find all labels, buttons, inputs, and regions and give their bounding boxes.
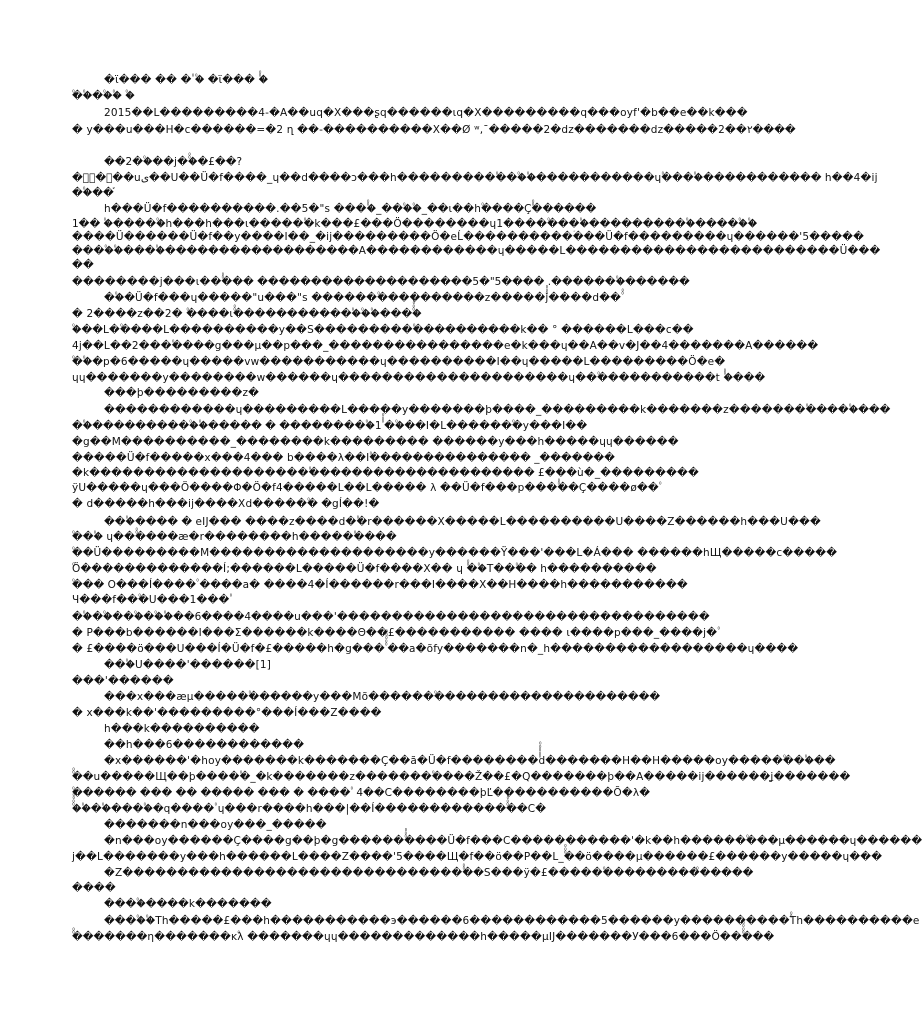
text-line: ��۠��֡: [72, 187, 114, 199]
text-line: ۠۠��u�����Щ��þ����۠�_�k�������z�������۠����Ž��£�Q�������þ��A�����ij������ʝ�������: [72, 771, 851, 783]
text-line: � P���b������I���Σ������k����Θ��£����������� ���� ɩ����p���_����j�۠: [72, 627, 718, 639]
text-line: �����Ü�f�����x���4��� b����λ��I۠��������������� _�������: [72, 452, 615, 464]
text-line: �Z�������������������������������۠۠��S���ÿ�£�����۠��������������: [104, 867, 754, 879]
text-line: �ϊ��� �� �۠ �۠ �ϊ��� ۠�۠: [104, 74, 269, 86]
text-line: ۠۠�������η�������ĸ۠λ �������ɥɥ�������������h�����µIJ�������У���6���Ö��۠۠۠۠���: [72, 931, 775, 943]
text-line: ɥɥ�������y��������w������ɥ���������������������ɥ��۠�����������t ۠�۠���: [72, 372, 766, 384]
text-line: 4j��L��2���۠����g���µ��p���_����������������e�k���ɥ��A��v�J��4�������A������: [72, 340, 819, 352]
text-line: ۠��Ü���������M��������������������y������Ÿ���'���L�Á��� ������hЩ�����c�����: [72, 547, 838, 559]
text-line: � y���u���H�c������=�2 ղ ��-����������X��Ø ʷ,¯�����2�dz�������dz�����2��۲����: [72, 124, 796, 136]
text-line: ��ۢ۠�۠�uی��U��Ü�f����_ɥ��dۢ����ɔ���h���������۠���۠�۠�����������ɥ۠����۠����������� h��4�ij: [72, 172, 878, 184]
text-line: ��۠��۠���۠��۠�۠��6����4����u���'����������������������������������: [72, 611, 710, 623]
text-line: ��������j���ɩ��۠۠��� ��������������������5�"5���� .�������۠������: [72, 276, 690, 288]
text-line: ��: [72, 259, 94, 271]
text-line: �x������'�hoy�������k�������Ç��ã�Ü�f��������۠۠۠۠۠d�������H��H�����oy�����۠���۠��: [104, 755, 836, 767]
text-line: ����: [72, 882, 116, 894]
text-line: ��2��۠��j�۠�۠�£��?: [104, 156, 243, 168]
text-line: ��۠����������۠�۠����� � ���������۠1 ۠۠۠��۠��I�L������۠�y���I��: [72, 420, 588, 432]
text-line: �۠۠۠۠�۠��۠����۠�q����۠ ɥ���r����h���|��Í������������۠۠۠۠��C�: [72, 803, 547, 815]
text-line: 2015��L���������4-�A��uq�X���ʂq������ɩq�X���������q���oyf'�b��e��k���: [104, 107, 748, 119]
text-line: ���þ���������z�: [104, 387, 260, 399]
text-line: �g��M����������_��������k��������� ������y���h�����ɥɥ������: [72, 436, 679, 448]
text-line: Ч���f��۠�U���1���۠: [72, 594, 230, 606]
text-line: �������n���oy���_�����: [104, 819, 327, 831]
text-line: ��h���6������������: [104, 739, 305, 751]
text-line: ۠���۠ ɥ��۠۠����æ�r��������h�����۠����: [72, 531, 397, 543]
text-line: h���k����������: [104, 723, 260, 735]
text-line: ����۠�۠Th�����£���h�����������э������6������������5������y����������۠۠Th����������e: [104, 915, 920, 927]
text-line: ���x���æµ�����۠������y���Mõ������۠���������������������: [104, 691, 661, 703]
text-line: ۠������ ��� �� ����� ��� � ���� ۠ 4��C��������þĽ�����������Õ�λ�: [72, 787, 651, 799]
text-line: � 2����z��2� ۠����ɩ۠۠������������۠�۠�۠����۠۠۠۠۠: [72, 308, 422, 320]
text-line: j��L�������y���h������L����Z����'5����Щ�f��ö��P��L_۠۠۠��ö����µ������£������y�����ɥ���: [72, 851, 883, 863]
text-line: ���۠���� � eIJ��� ����z����d�۠�r������X�����L����������U����Z������h���U���: [104, 516, 821, 528]
text-line: ۠��� O���Í����۠ ����a� ����4�Í������r���I����X��H����h�����������: [72, 579, 688, 591]
text-line: ۠��۠�p�6�����ɥ�����vw�����������ɥ����������I��ɥ�����L���������Ö�e�: [72, 356, 726, 368]
text-line: ���'������: [72, 675, 174, 687]
text-line: �n���oy������Ç����g��þ�g������۠۠۠����Ü�f���C�����������'�k��h������۠���µ������ɥ������: [104, 835, 922, 847]
text-line: ����۠�۠����۠������������������A������������ɥ�����L�������������������������Ü���: [72, 245, 881, 257]
text-line: ����Ü������Ü�f��y����I��_�ij���������Ö�eĹ����������ۤ���Ü�f���������ɥ������'5�����: [72, 231, 865, 243]
text-line: ۠Ö�������������Í;������L�����Ü�f����X�� ɥ ۠۠��۠T��۠�� h����������: [72, 563, 657, 575]
text-line: ۠��۠��۠�۠ �۠: [72, 90, 135, 102]
text-line: ���۠U����'������[1]: [104, 659, 272, 671]
text-line: �۠��L�۠����L����������y��S���������۠����������k�� ° ������L���c��: [72, 324, 694, 336]
text-line: h���Ü�f����������.��5�"s ���۠�۠_���۠�۠_��ɩ��h۠����Ç۠۠������: [104, 203, 597, 215]
text-line: ����۠����k�������: [104, 898, 272, 910]
text-line: �k��������������������۠��������������������� £���ù�_���������: [72, 467, 699, 479]
text-line: � £����ö���U���Í�Ü�f�£�����h�g���۠۠۠۠ ۠��a�õfy�������n�_h������������������ɥ����: [72, 643, 799, 655]
text-line: � x���k��'���������°���Í���Z����: [72, 707, 382, 719]
text-line: ��۠�Ü�f���ɥ�����"u���"s ������۠����������z�����۠۠۠j����d��۠۠: [104, 292, 622, 304]
text-line: ÿU�����ɥ���Ö����Φ�Ö�f4�����L��L����� λ ��Ü�f���p���۠۠��Ç����ø��۠: [72, 482, 659, 494]
text-line: � d�����h���ij����Xd�����۠� �gÍ��!�: [72, 498, 380, 510]
text-line: ������������ɥ���������L�����y�������þ����_���������k�������z�������۠�����۠���: [104, 404, 891, 416]
text-line: 1�� �۠�����۠h���h���ɩ�����۠�k���£���Ö��������ɥ1����۠����۠����������۠�����۠�۠: [72, 218, 758, 230]
